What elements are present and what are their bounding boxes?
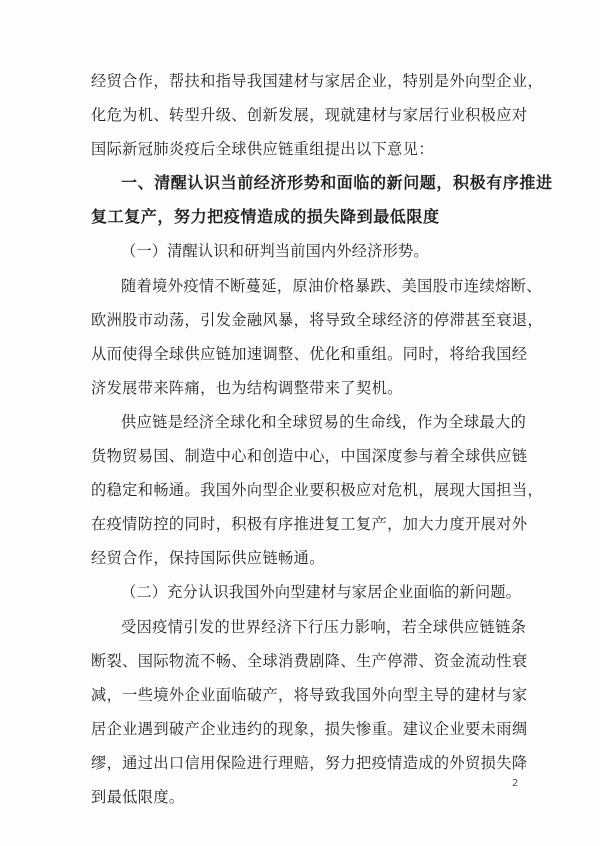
subsection-heading: （二）充分认识我国外向型建材与家居企业面临的新问题。 (121, 583, 522, 602)
text-line: 缪，通过出口信用保险进行理赔，努力把疫情造成的外贸损失降 (91, 753, 528, 772)
text-line: 随着境外疫情不断蔓延，原油价格暴跌、美国股市连续熔断、 (121, 276, 542, 295)
text-line: 受因疫情引发的世界经济下行压力影响，若全球供应链链条 (121, 617, 527, 636)
page-number: 2 (512, 778, 519, 789)
text-line: 货物贸易国、制造中心和创造中心，中国深度参与着全球供应链 (91, 447, 528, 466)
text-line: 国际新冠肺炎疫后全球供应链重组提出以下意见： (91, 140, 434, 159)
text-line: 从而使得全球供应链加速调整、优化和重组。同时，将给我国经 (91, 344, 528, 363)
text-line: 断裂、国际物流不畅、全球消费剧降、生产停滞、资金流动性衰 (91, 651, 528, 670)
text-line: 经贸合作，帮扶和指导我国建材与家居企业，特别是外向型企业， (91, 72, 544, 90)
section-heading-line: 复工复产，努力把疫情造成的损失降到最低限度 (91, 207, 440, 227)
text-line: 到最低限度。 (91, 787, 185, 806)
text-line: 经贸合作，保持国际供应链畅通。 (91, 549, 325, 568)
text-line: 化危为机、转型升级、创新发展，现就建材与家居行业积极应对 (91, 106, 528, 125)
text-line: 济发展带来阵痛，也为结构调整带来了契机。 (91, 378, 403, 397)
text-line: 供应链是经济全球化和全球贸易的生命线，作为全球最大的 (121, 412, 527, 431)
text-line: 在疫情防控的同时，积极有序推进复工复产，加大力度开展对外 (91, 515, 528, 534)
text-line: 减，一些境外企业面临破产，将导致我国外向型主导的建材与家 (91, 685, 528, 704)
text-line: 居企业遇到破产企业违约的现象，损失惨重。建议企业要未雨绸 (91, 719, 528, 738)
section-heading-line: 一、清醒认识当前经济形势和面临的新问题，积极有序推进 (121, 173, 553, 193)
text-line: 的稳定和畅通。我国外向型企业要积极应对危机，展现大国担当， (91, 481, 544, 500)
document-body (91, 64, 553, 814)
text-line: 欧洲股市动荡，引发金融风暴，将导致全球经济的停滞甚至衰退， (91, 310, 544, 329)
subsection-heading: （一）清醒认识和研判当前国内外经济形势。 (121, 242, 429, 261)
